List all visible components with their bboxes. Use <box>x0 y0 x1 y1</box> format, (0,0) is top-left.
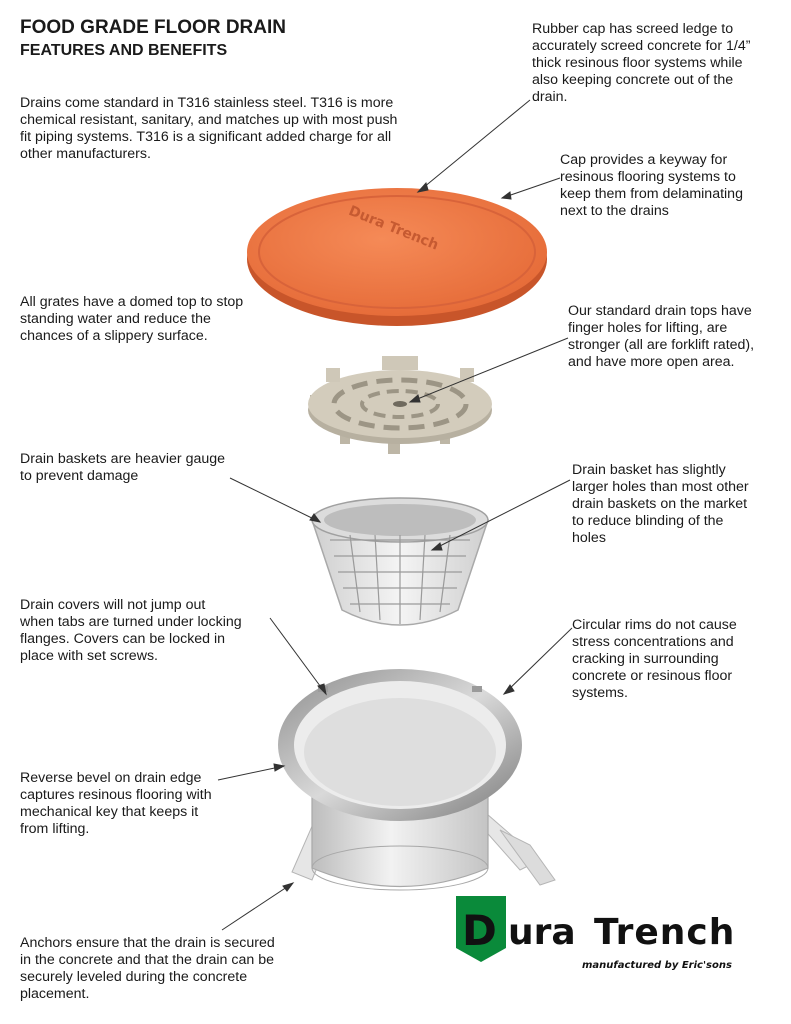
note-t316-steel: Drains come standard in T316 stainless steel. T316 is more chemical resistant, sanitary, and matches up with most push fit piping systems. T316 is a significant added charge for all other manufacturers. <box>20 95 398 162</box>
note-circular-rims: Circular rims do not cause stress concentrations and cracking in surrounding concrete or resinous floor systems. <box>572 617 737 701</box>
drain-body <box>278 669 555 890</box>
note-heavier-gauge: Drain baskets are heavier gauge to prevent damage <box>20 451 226 484</box>
note-larger-holes: Drain basket has slightly larger holes than most other drain baskets on the market to reduce blinding of the holes <box>572 462 749 546</box>
cap-brand-text: Dura Trench <box>346 202 441 254</box>
note-drain-covers: Drain covers will not jump out when tabs are turned under locking flanges. Covers can be locked in place with set screws. <box>20 597 242 664</box>
note-rubber-cap: Rubber cap has screed ledge to accurately screed concrete for 1/4” thick resinous floor systems while also keeping concrete out of the drain. <box>532 21 751 105</box>
page-subtitle: FEATURES AND BENEFITS <box>20 42 228 59</box>
note-domed-grates: All grates have a domed top to stop standing water and reduce the chances of a slippery surface. <box>20 294 244 344</box>
logo-letter: D <box>462 906 497 955</box>
drain-grate <box>308 356 492 454</box>
logo-tagline: manufactured by Eric'sons <box>582 960 732 971</box>
note-reverse-bevel: Reverse bevel on drain edge captures resinous flooring with mechanical key that keeps it from lifting. <box>20 770 212 837</box>
note-keyway: Cap provides a keyway for resinous flooring systems to keep them from delaminating next to the drains <box>560 152 743 219</box>
logo-word-2: Trench <box>594 912 736 953</box>
page-title: FOOD GRADE FLOOR DRAIN <box>20 17 286 38</box>
drain-basket <box>312 498 488 625</box>
note-anchors: Anchors ensure that the drain is secured in the concrete and that the drain can be securely leveled during the concrete placement. <box>20 935 275 1002</box>
note-finger-holes: Our standard drain tops have finger holes for lifting, are stronger (all are forklift rated), and have more open area. <box>568 303 755 370</box>
rubber-cap <box>247 188 547 326</box>
logo-word-1: ura <box>508 912 576 953</box>
